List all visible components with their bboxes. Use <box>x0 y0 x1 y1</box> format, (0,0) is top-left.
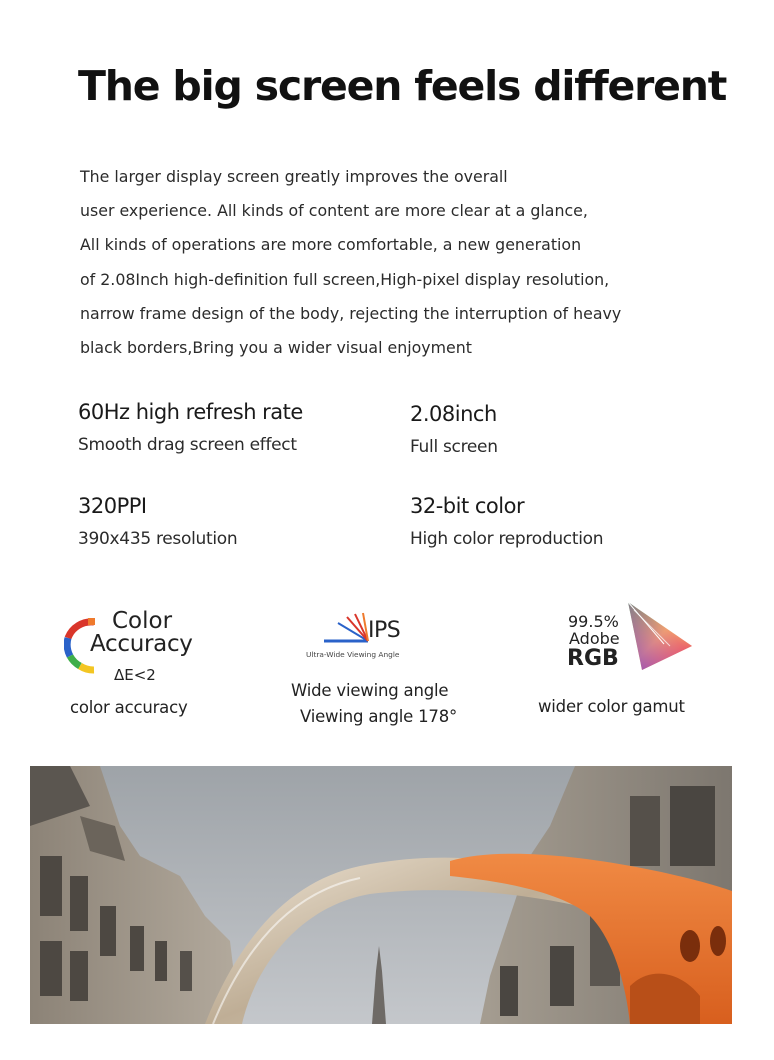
spec-title: 320PPI <box>78 494 147 518</box>
spec-title: 32-bit color <box>410 494 525 518</box>
spec-color-depth <box>410 492 603 550</box>
ips-caption-line2: Viewing angle 178° <box>300 707 458 726</box>
intro-line: of 2.08Inch high-definition full screen,High-pixel display resolution, <box>80 269 610 289</box>
gamut-logo-text: RGB <box>567 646 619 671</box>
color-accuracy-logo-text: Accuracy <box>90 631 193 657</box>
spec-subtitle: Full screen <box>410 437 498 457</box>
intro-line: user experience. All kinds of content are more clear at a glance, <box>80 201 588 221</box>
spec-subtitle: Smooth drag screen effect <box>78 435 297 455</box>
spec-screen-size <box>410 400 498 458</box>
spec-title: 60Hz high refresh rate <box>78 400 303 424</box>
spec-refresh-rate <box>78 398 303 456</box>
intro-line: black borders,Bring you a wider visual enjoyment <box>80 337 472 357</box>
spec-subtitle: High color reproduction <box>410 529 604 549</box>
color-accuracy-caption: color accuracy <box>70 698 188 717</box>
spec-ppi <box>78 492 237 550</box>
intro-line: narrow frame design of the body, rejecting the interruption of heavy <box>80 303 622 323</box>
street-scene-illustration <box>30 766 732 1024</box>
page-title: The big screen feels different <box>78 62 727 110</box>
delta-e-value: ΔE<2 <box>114 666 156 684</box>
product-photo <box>30 766 732 1024</box>
intro-paragraph <box>80 160 720 365</box>
intro-line: All kinds of operations are more comfortable, a new generation <box>80 235 582 255</box>
spec-subtitle: 390x435 resolution <box>78 529 238 549</box>
ips-caption-line1: Wide viewing angle <box>291 681 449 700</box>
color-accuracy-logo-text: Color <box>112 608 173 634</box>
spec-title: 2.08inch <box>410 402 497 426</box>
intro-line: The larger display screen greatly improves the overall <box>80 167 508 186</box>
ips-logo-subtitle: Ultra-Wide Viewing Angle <box>306 650 400 659</box>
gamut-caption: wider color gamut <box>538 697 685 716</box>
gamut-logo-text: Adobe <box>569 629 620 648</box>
ips-logo-text: IPS <box>368 618 401 643</box>
color-gamut-triangle-icon <box>624 600 696 672</box>
viewing-angle-icon <box>322 612 370 646</box>
gamut-percent: 99.5% <box>568 612 619 631</box>
